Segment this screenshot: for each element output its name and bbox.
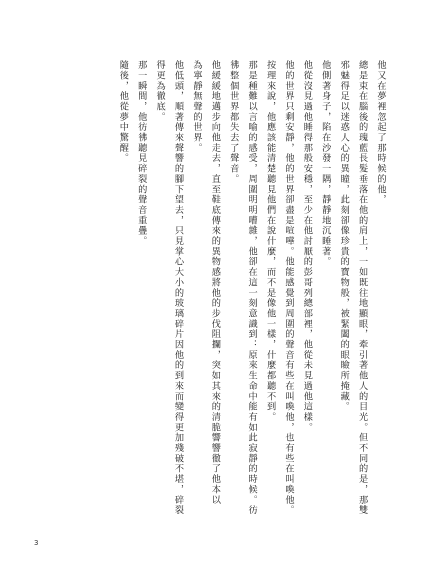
paragraph-13: 得更為徹底。 (154, 60, 166, 123)
paragraph-4: 他側著身子，陷在沙發一隅，靜靜地沉睡著。 (319, 60, 331, 267)
paragraph-2: 總是束在腦後的瑰藍長髮垂落在他的肩上，一如既往地顯眼，牽引著他人的目光。但不同的是，那雙 (356, 60, 368, 516)
paragraph-5: 他從沒見過他睡得那般安穩，至少在他討厭的彭哥列總部裡，他從未見過他這樣。 (301, 60, 313, 433)
paragraph-1: 他又在夢裡忽起了那時候的他， (375, 60, 386, 205)
paragraph-15: 隨後，他從夢中驚醒。 (117, 60, 129, 164)
paragraph-8: 那是種難以言喻的感受，周圍明明嘈雜，他卻在這一刻意識到：原來生命中能有如此寂靜的時候。彷 (246, 60, 258, 516)
paragraph-12: 他低頭，順著傳來聲響的腳下望去，只見掌心大小的玻璃碎片因他的到來而變得更加殘破不堪，碎裂 (172, 60, 184, 516)
paragraph-9: 彿整個世界都失去了聲音。 (227, 60, 239, 185)
paragraph-3: 邪魅得足以迷惑人心的異瞳，此刻卻像珍貴的寶物般，被緊闔的眼瞼所掩藏。 (338, 60, 350, 412)
page-number: 3 (34, 539, 39, 547)
paragraph-6: 他的世界只剩安靜，他的世界卻盡是喧嘩。他能感覺到周圍的聲音有些在叫喚他，也有些在叫喚他。 (282, 60, 294, 516)
paragraph-10: 他緩緩地邁步向他走去，直至鞋底傳來的異物感將他的步伐阻攔，突如其來的清脆響響徹了他本以 (209, 60, 221, 506)
paragraph-11: 為寧靜無聲的世界。 (190, 60, 202, 154)
vertical-text-block (49, 60, 389, 540)
paragraph-14: 那一瞬間，他彷彿聽見碎裂的聲音重疊。 (135, 60, 147, 247)
paragraph-7: 按理來說，他應該能清楚聽見他們在說什麼，而不是像他一樣，什麼都聽不到。 (264, 60, 276, 423)
